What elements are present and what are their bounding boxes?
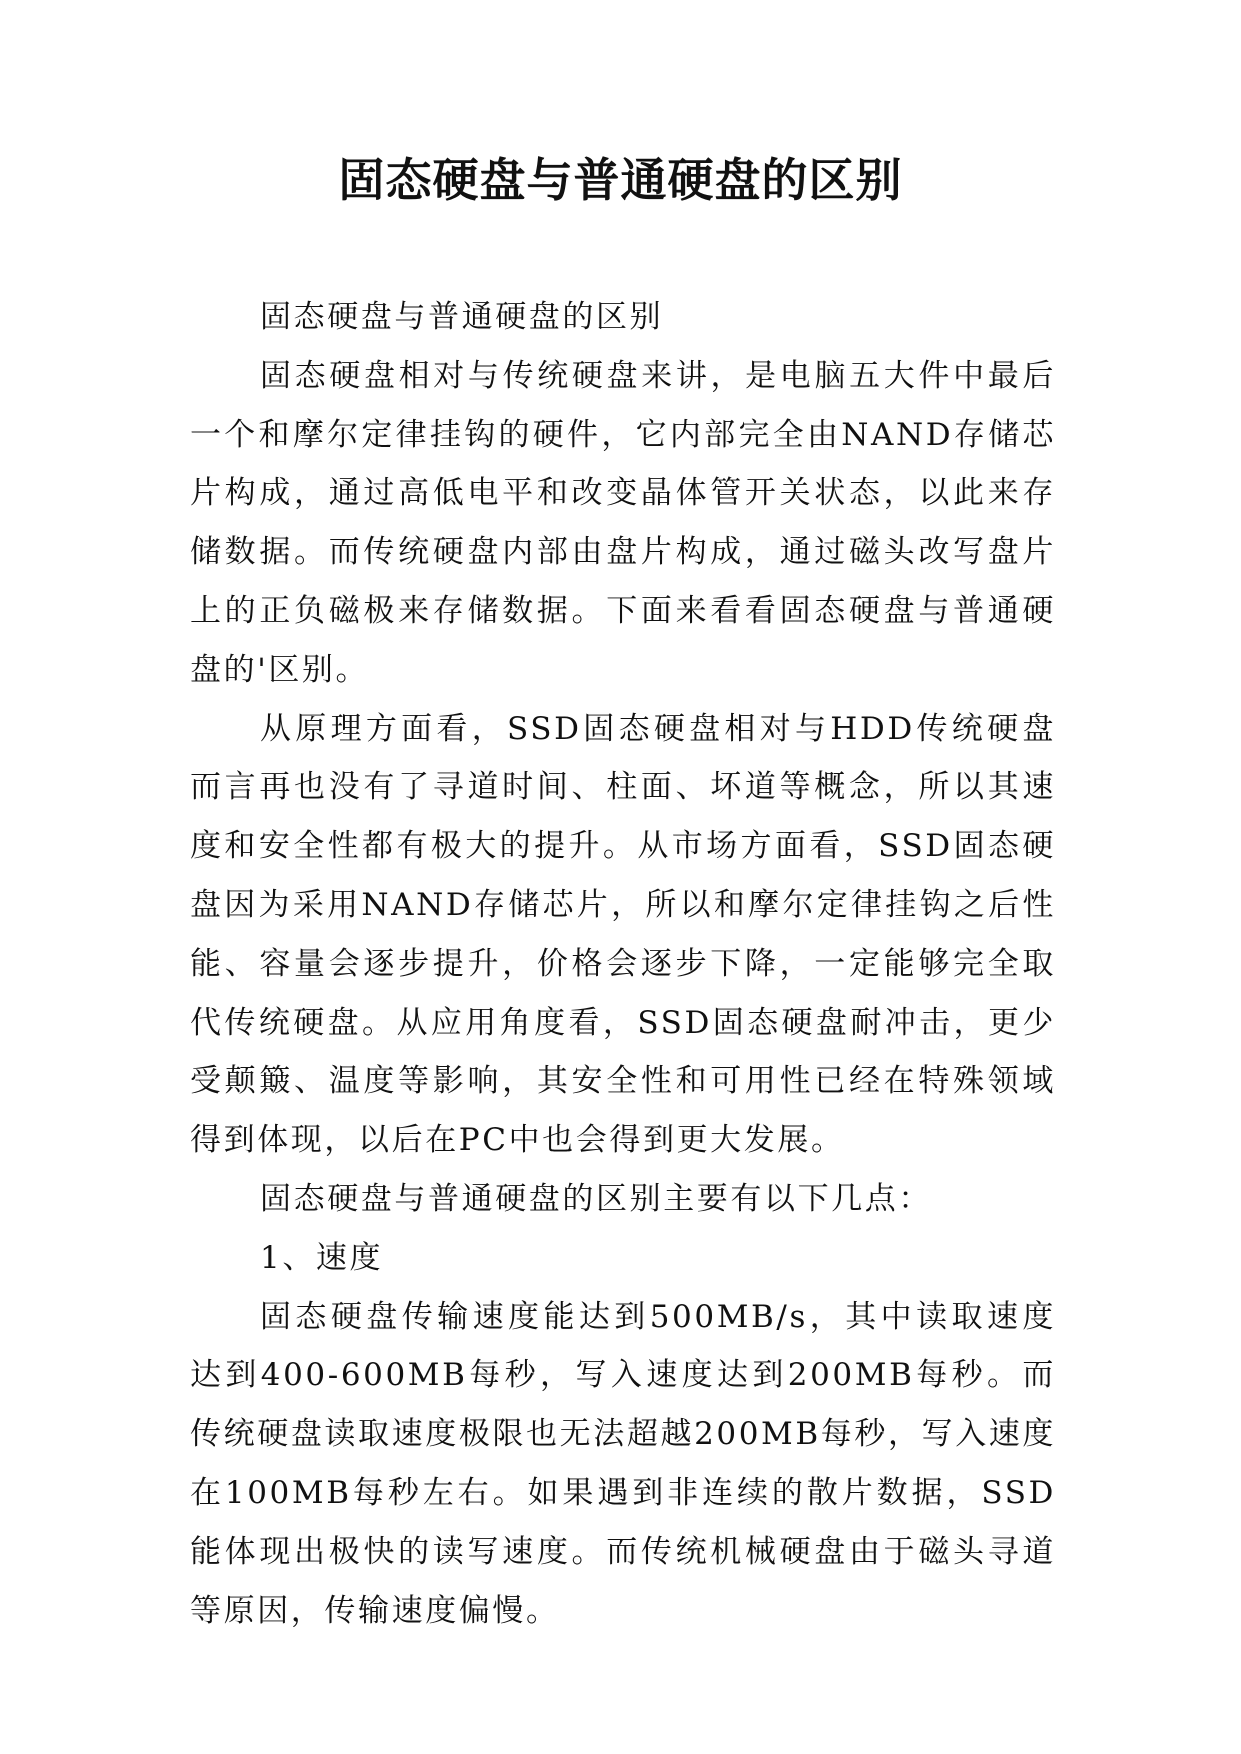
paragraph-differences-lead: 固态硬盘与普通硬盘的区别主要有以下几点： (260, 1180, 932, 1217)
document-body (190, 288, 1056, 1640)
paragraph-speed: 固态硬盘传输速度能达到500MB/s，其中读取速度达到400-600MB每秒，写入速度达到200MB每秒。而传统硬盘读取速度极限也无法超越200MB每秒，写入速度在100MB每秒左右。如果遇到非连续的散片数据，SSD能体现出极快的读写速度。而传统机械硬盘由于磁头寻道等原因，传输速度偏慢。 (190, 1298, 1056, 1629)
paragraph-intro: 固态硬盘相对与传统硬盘来讲，是电脑五大件中最后一个和摩尔定律挂钩的硬件，它内部完全由NAND存储芯片构成，通过高低电平和改变晶体管开关状态，以此来存储数据。而传统硬盘内部由盘片构成，通过磁头改写盘片上的正负磁极来存储数据。下面来看看固态硬盘与普通硬盘的'区别。 (190, 357, 1056, 688)
section-heading-speed: 1、速度 (260, 1239, 384, 1276)
paragraph-subtitle: 固态硬盘与普通硬盘的区别 (260, 299, 664, 335)
paragraph-principle: 从原理方面看，SSD固态硬盘相对与HDD传统硬盘而言再也没有了寻道时间、柱面、坏道等概念，所以其速度和安全性都有极大的提升。从市场方面看，SSD固态硬盘因为采用NAND存储芯片，所以和摩尔定律挂钩之后性能、容量会逐步提升，价格会逐步下降，一定能够完全取代传统硬盘。从应用角度看，SSD固态硬盘耐冲击，更少受颠簸、温度等影响，其安全性和可用性已经在特殊领域得到体现，以后在PC中也会得到更大发展。 (190, 710, 1056, 1159)
document-title: 固态硬盘与普通硬盘的区别 (338, 153, 903, 207)
